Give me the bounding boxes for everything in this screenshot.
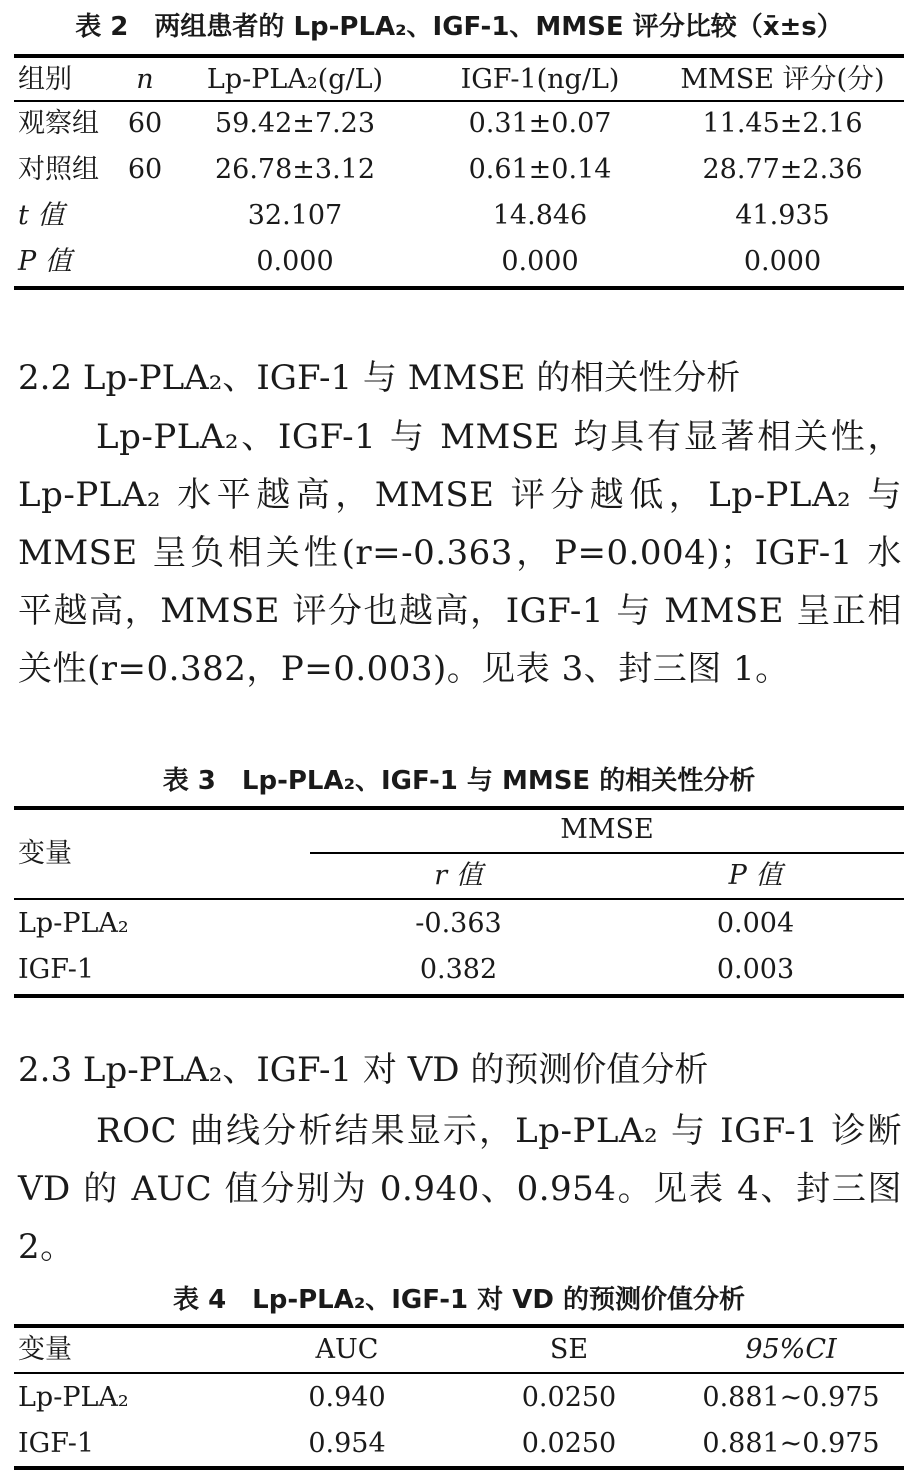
table2-header-mmse: MMSE 评分(分) [680, 64, 885, 95]
table2-header-igf1: IGF-1(ng/L) [460, 64, 620, 95]
table2-cell-mmse: 0.000 [743, 246, 822, 277]
table2-top-rule [14, 54, 904, 58]
table2-cell-mmse: 41.935 [735, 200, 830, 231]
table4-cell-variable: Lp-PLA₂ [18, 1382, 129, 1413]
table2-cell-lppla2: 59.42±7.23 [214, 108, 376, 139]
table2-cell-mmse: 11.45±2.16 [702, 108, 863, 139]
table4-bottom-rule [14, 1466, 904, 1470]
table2-cell-lppla2: 32.107 [247, 200, 343, 231]
table3-cell-r: 0.382 [419, 954, 498, 985]
table4-cell-se: 0.0250 [521, 1382, 617, 1413]
table2-cell-igf1: 0.31±0.07 [468, 108, 612, 139]
table4-cell-se: 0.0250 [521, 1428, 617, 1459]
table2-header-n: n [136, 64, 154, 95]
table3-cell-variable: IGF-1 [18, 954, 95, 985]
table2-bottom-rule [14, 286, 904, 290]
table4-header-auc: AUC [315, 1334, 379, 1365]
table4-cell-auc: 0.954 [308, 1428, 386, 1459]
table3-group-rule [310, 852, 904, 854]
table3-header-variable: 变量 [18, 838, 72, 869]
table2-header-rule [14, 100, 904, 102]
table3-cell-variable: Lp-PLA₂ [18, 908, 129, 939]
table2-cell-n: 60 [127, 154, 163, 185]
table3-caption: 表 3 Lp-PLA₂、IGF-1 与 MMSE 的相关性分析 [162, 766, 756, 796]
table2-cell-igf1: 0.61±0.14 [468, 154, 612, 185]
table3-header-r: r 值 [434, 860, 483, 891]
table3-cell-r: -0.363 [415, 908, 502, 939]
table2-cell-mmse: 28.77±2.36 [702, 154, 863, 185]
section-2-3-heading: 2.3 Lp-PLA₂、IGF-1 对 VD 的预测价值分析 [18, 1050, 709, 1090]
table3-top-rule [14, 806, 904, 810]
table3-bottom-rule [14, 994, 904, 998]
table4-caption: 表 4 Lp-PLA₂、IGF-1 对 VD 的预测价值分析 [173, 1285, 745, 1315]
table2-cell-group: 观察组 [18, 108, 99, 139]
section-2-2-paragraph: Lp-PLA₂、IGF-1 与 MMSE 均具有显著相关性，Lp-PLA₂ 水平越高，MMSE 评分越低，Lp-PLA₂ 与 MMSE 呈负相关性(r=-0.363，P=0.004)；IGF-1 水平越高，MMSE 评分也越高，IGF-1 与 MMSE 呈正相关性(r=0.382，P=0.003)。见表 3、封三图 1。 [18, 417, 902, 689]
table2-cell-igf1: 0.000 [501, 246, 579, 277]
table4-cell-ci: 0.881~0.975 [702, 1382, 880, 1413]
table3-header-rule [14, 898, 904, 900]
table3-header-mmse: MMSE [560, 814, 654, 845]
section-2-3-paragraph: ROC 曲线分析结果显示，Lp-PLA₂ 与 IGF-1 诊断 VD 的 AUC 值分别为 0.940、0.954。见表 4、封三图 2。 [18, 1111, 902, 1267]
table4-header-ci: 95%CI [745, 1334, 837, 1365]
table3-cell-p: 0.003 [716, 954, 795, 985]
table4-top-rule [14, 1324, 904, 1328]
table2-cell-lppla2: 0.000 [256, 246, 334, 277]
table2-cell-group: 对照组 [18, 154, 99, 185]
table2-cell-lppla2: 26.78±3.12 [214, 154, 376, 185]
table3-header-p: P 值 [728, 860, 783, 891]
table4-header-rule [14, 1372, 904, 1374]
table4-cell-auc: 0.940 [308, 1382, 386, 1413]
table3-cell-p: 0.004 [716, 908, 795, 939]
table2-cell-stat-label: t 值 [18, 200, 65, 231]
table2-caption: 表 2 两组患者的 Lp-PLA₂、IGF-1、MMSE 评分比较（x̄±s） [75, 12, 843, 42]
table4-cell-ci: 0.881~0.975 [702, 1428, 880, 1459]
table2-header-group: 组别 [18, 64, 72, 95]
table4-header-se: SE [549, 1334, 589, 1365]
table4-header-variable: 变量 [18, 1334, 72, 1365]
section-2-2-heading: 2.2 Lp-PLA₂、IGF-1 与 MMSE 的相关性分析 [18, 358, 741, 398]
table2-cell-n: 60 [127, 108, 163, 139]
table4-cell-variable: IGF-1 [18, 1428, 95, 1459]
table2-header-lppla2: Lp-PLA₂(g/L) [206, 64, 384, 95]
table2-cell-igf1: 14.846 [492, 200, 588, 231]
table2-cell-stat-label: P 值 [18, 246, 72, 277]
